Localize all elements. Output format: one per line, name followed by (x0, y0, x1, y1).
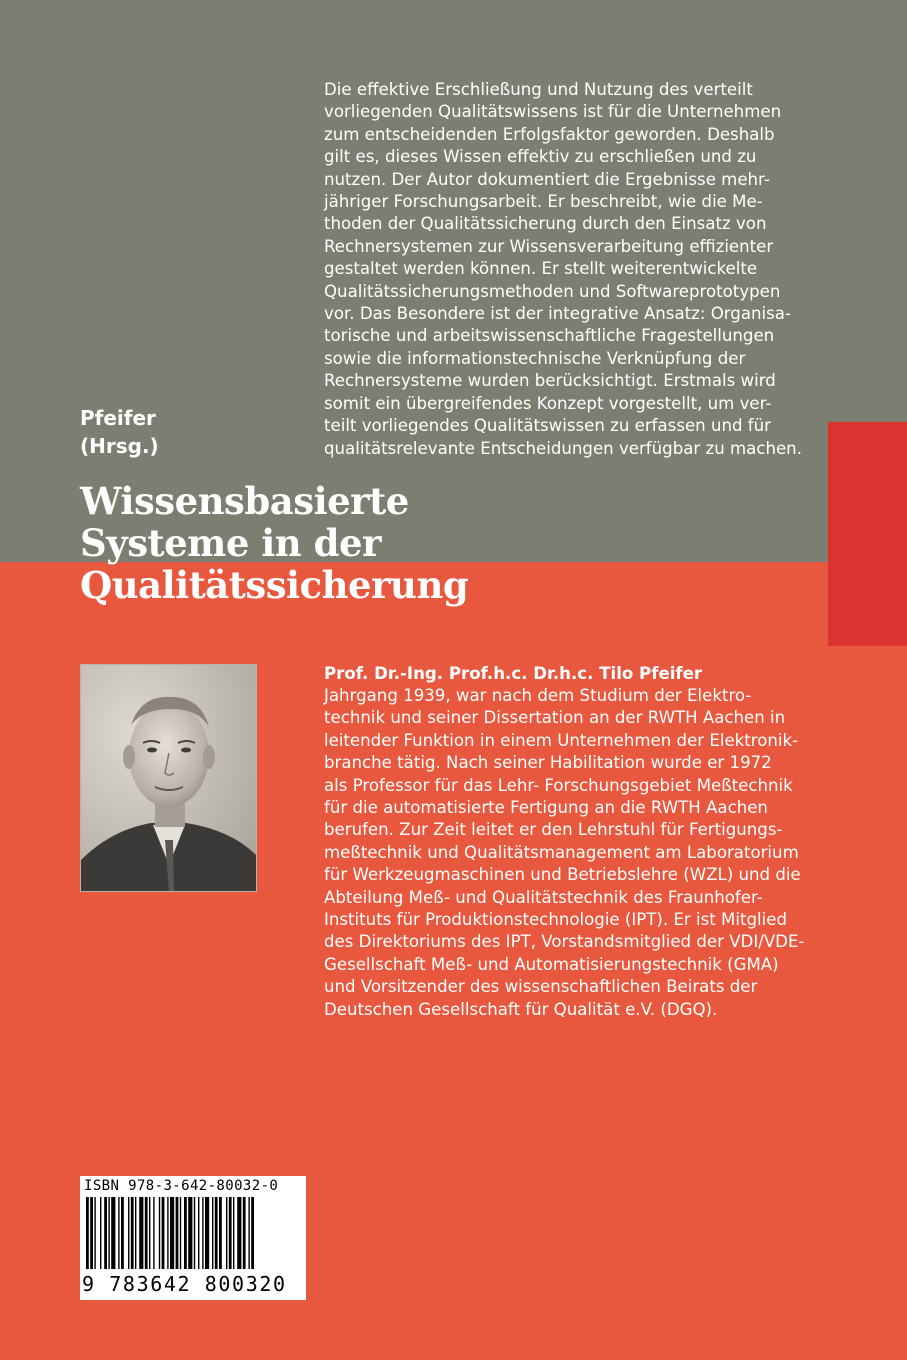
title-line-1: Wissensbasierte (80, 479, 409, 523)
barcode-bar (145, 1197, 148, 1269)
barcode-bar (118, 1197, 119, 1269)
barcode-bar (233, 1197, 234, 1269)
barcode-bar (108, 1197, 109, 1269)
barcode-bar (176, 1197, 179, 1269)
portrait-illustration (81, 665, 256, 891)
barcode-bar (212, 1197, 213, 1269)
barcode-bar (104, 1197, 107, 1269)
barcode-bars (86, 1197, 300, 1273)
editor-name: Pfeifer (80, 406, 156, 430)
title-line-2: Systeme in der (80, 521, 381, 565)
barcode-bar (94, 1197, 95, 1269)
book-title (80, 480, 468, 606)
barcode-bar (86, 1197, 89, 1269)
editor-role: (Hrsg.) (80, 434, 159, 458)
barcode-bar (149, 1197, 150, 1269)
barcode-bar (194, 1197, 195, 1269)
barcode-bar (248, 1197, 249, 1269)
barcode-bar (128, 1197, 129, 1269)
barcode-bar (170, 1197, 174, 1269)
barcode-bar (100, 1197, 101, 1269)
barcode-bar (159, 1197, 160, 1269)
barcode-bar (111, 1197, 115, 1269)
barcode-bar (226, 1197, 227, 1269)
barcode-bar (184, 1197, 187, 1269)
author-bio: Jahrgang 1939, war nach dem Studium der Elektro- technik und seiner Dissertation an der RWTH Aachen in leitender Funktion in einem Unternehmen der Elektronik- branche tätig. Nach seiner Habilitation wurde er 1972 als Professor für das Lehr- Forschungsgebiet Meßtechnik für die automatisierte Fertigung an die RWTH Aachen berufen. Zur Zeit leitet er den Lehrstuhl für Fertigungs- meßtechnik und Qualitätsmanagement am Laboratorium für Werkzeugmaschinen und Betriebslehre (WZL) und die Abteilung Meß- und Qualitätstechnik des Fraunhofer- Instituts für Produktionstechnologie (IPT). Er ist Mitglied des Direktoriums des IPT, Vorstandsmitglied der VDI/VDE- Gesellschaft Meß- und Automatisierungstechnik (GMA) und Vorsitzender des wissenschaftlichen Beirats der Deutschen Gesellschaft für Qualität e.V. (DGQ). (324, 686, 805, 1019)
title-line-3: Qualitätssicherung (80, 563, 469, 607)
back-cover-blurb: Die effektive Erschließung und Nutzung des verteilt vorliegenden Qualitätswissens ist für die Unternehmen zum entscheidenden Erfolgsfaktor geworden. Deshalb gilt es, dieses Wissen effektiv zu erschließen und zu nutzen. Der Autor dokumentiert die Ergebnisse mehr- jähriger Forschungsarbeit. Er beschreibt, wie die Me- thoden der Qualitätssicherung durch den Einsatz von Rechnersystemen zur Wissensverarbeitung effizienter gestaltet werden können. Er stellt weiterentwickelte Qualitätssicherungsmethoden und Softwareprototypen vor. Das Besondere ist der integrative Ansatz: Organisa- torische und arbeitswissenschaftliche Fragestellungen sowie die informationstechnische Verknüpfung der Rechnersysteme wurden berücksichtigt. Erstmals wird somit ein übergreifendes Konzept vorgestellt, um ver- teilt vorliegendes Qualitätswissen zu erfassen und für qualitätsrelevante Entscheidungen verfügbar zu machen. (324, 80, 802, 458)
barcode-bar (153, 1197, 154, 1269)
barcode-bar (251, 1197, 254, 1269)
barcode-bar (188, 1197, 192, 1269)
barcode-bar (121, 1197, 124, 1269)
barcode-bar (131, 1197, 134, 1269)
barcode-bar (202, 1197, 203, 1269)
barcode-bar (135, 1197, 136, 1269)
spine-accent-tab (828, 422, 907, 646)
ean-digits: 9 783642 800320 (82, 1272, 287, 1296)
barcode-bar (162, 1197, 165, 1269)
editor-block (80, 404, 159, 460)
barcode-bar (229, 1197, 232, 1269)
barcode-bar (180, 1197, 181, 1269)
barcode-bar (90, 1197, 93, 1269)
barcode-bar (215, 1197, 218, 1269)
barcode-bar (237, 1197, 241, 1269)
isbn-label: ISBN 978-3-642-80032-0 (84, 1178, 279, 1194)
author-portrait (80, 664, 257, 892)
barcode-bar (167, 1197, 168, 1269)
barcode-bar (243, 1197, 246, 1269)
barcode-bar (139, 1197, 143, 1269)
barcode-bar (205, 1197, 209, 1269)
author-heading: Prof. Dr.-Ing. Prof.h.c. Dr.h.c. Tilo Pfeifer (324, 664, 703, 683)
barcode-bar (198, 1197, 199, 1269)
barcode-bar (219, 1197, 222, 1269)
isbn-barcode (80, 1176, 306, 1300)
